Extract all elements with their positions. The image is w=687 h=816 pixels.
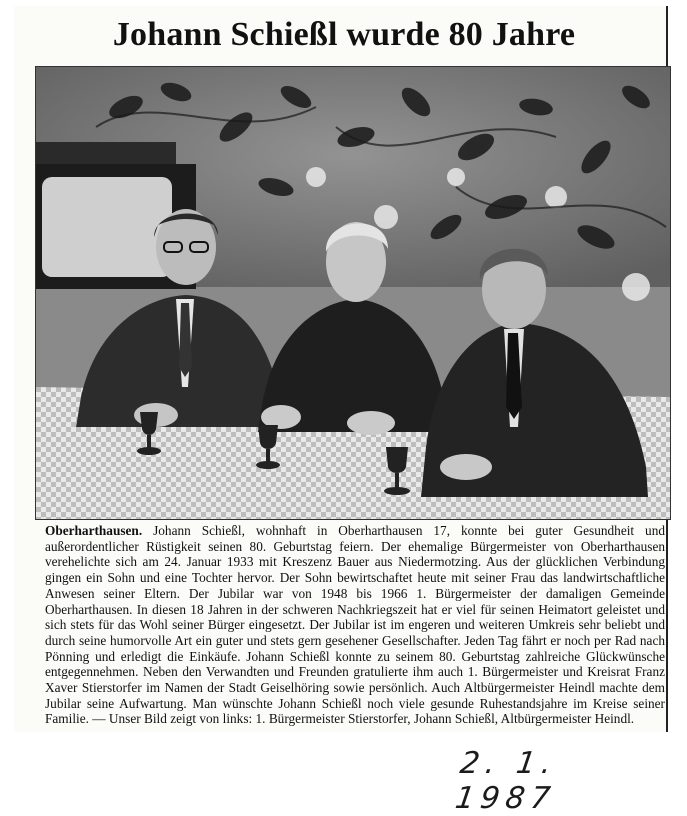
newspaper-clipping xyxy=(14,6,668,732)
article-dateline: Oberharthausen. xyxy=(45,523,143,538)
handwritten-date: 2. 1. 1987 xyxy=(452,746,560,816)
photo xyxy=(35,66,671,520)
article-body: Johann Schießl, wohnhaft in Oberharthausen 17, konnte bei guter Gesundheit und außerordentlicher Rüstigkeit seinen 80. Geburtstag feiern. Der ehemalige Bürgermeister von Oberharthausen verehelichte sich am 24. Januar 1933 mit Kreszenz Bauer aus Niedermotzing. Aus der glücklichen Verbindung gingen ein Sohn und eine Tochter hervor. Der Sohn bewirtschaftet heute mit seiner Frau das landwirtschaftliche Anwesen seiner Eltern. Der Jubilar war von 1948 bis 1966 1. Bürgermeister der damaligen Gemeinde Oberharthausen. In diesen 18 Jahren in der schweren Nachkriegszeit hat er viel für seinen Heimatort geleistet und sich stets für das Wohl seiner Bürger eingesetzt. Der Jubilar ist im engeren und weiteren Umkreis sehr beliebt und durch seine humorvolle Art ein guter und stets gern gesehener Gesellschafter. Jeden Tag fährt er noch per Rad nach Pönning und erledigt die Einkäufe. Johann Schießl konnte zu seinem 80. Geburtstag zahlreiche Glückwünsche entgegennehmen. Neben den Verwandten und Freunden gratulierte ihm auch 1. Bürgermeister und Kreisrat Franz Xaver Stierstorfer im Namen der Stadt Geiselhöring sowie persönlich. Auch Altbürgermeister Heindl machte dem Jubilar seine Aufwartung. Man wünschte Johann Schießl noch viele gesunde Ruhestandsjahre im Kreise seiner Familie. — Unser Bild zeigt von links: 1. Bürgermeister Stierstorfer, Johann Schießl, Altbürgermeister Heindl. xyxy=(45,523,665,727)
article-text xyxy=(45,523,665,727)
photo-illustration xyxy=(36,67,670,519)
headline: Johann Schießl wurde 80 Jahre xyxy=(112,16,576,53)
